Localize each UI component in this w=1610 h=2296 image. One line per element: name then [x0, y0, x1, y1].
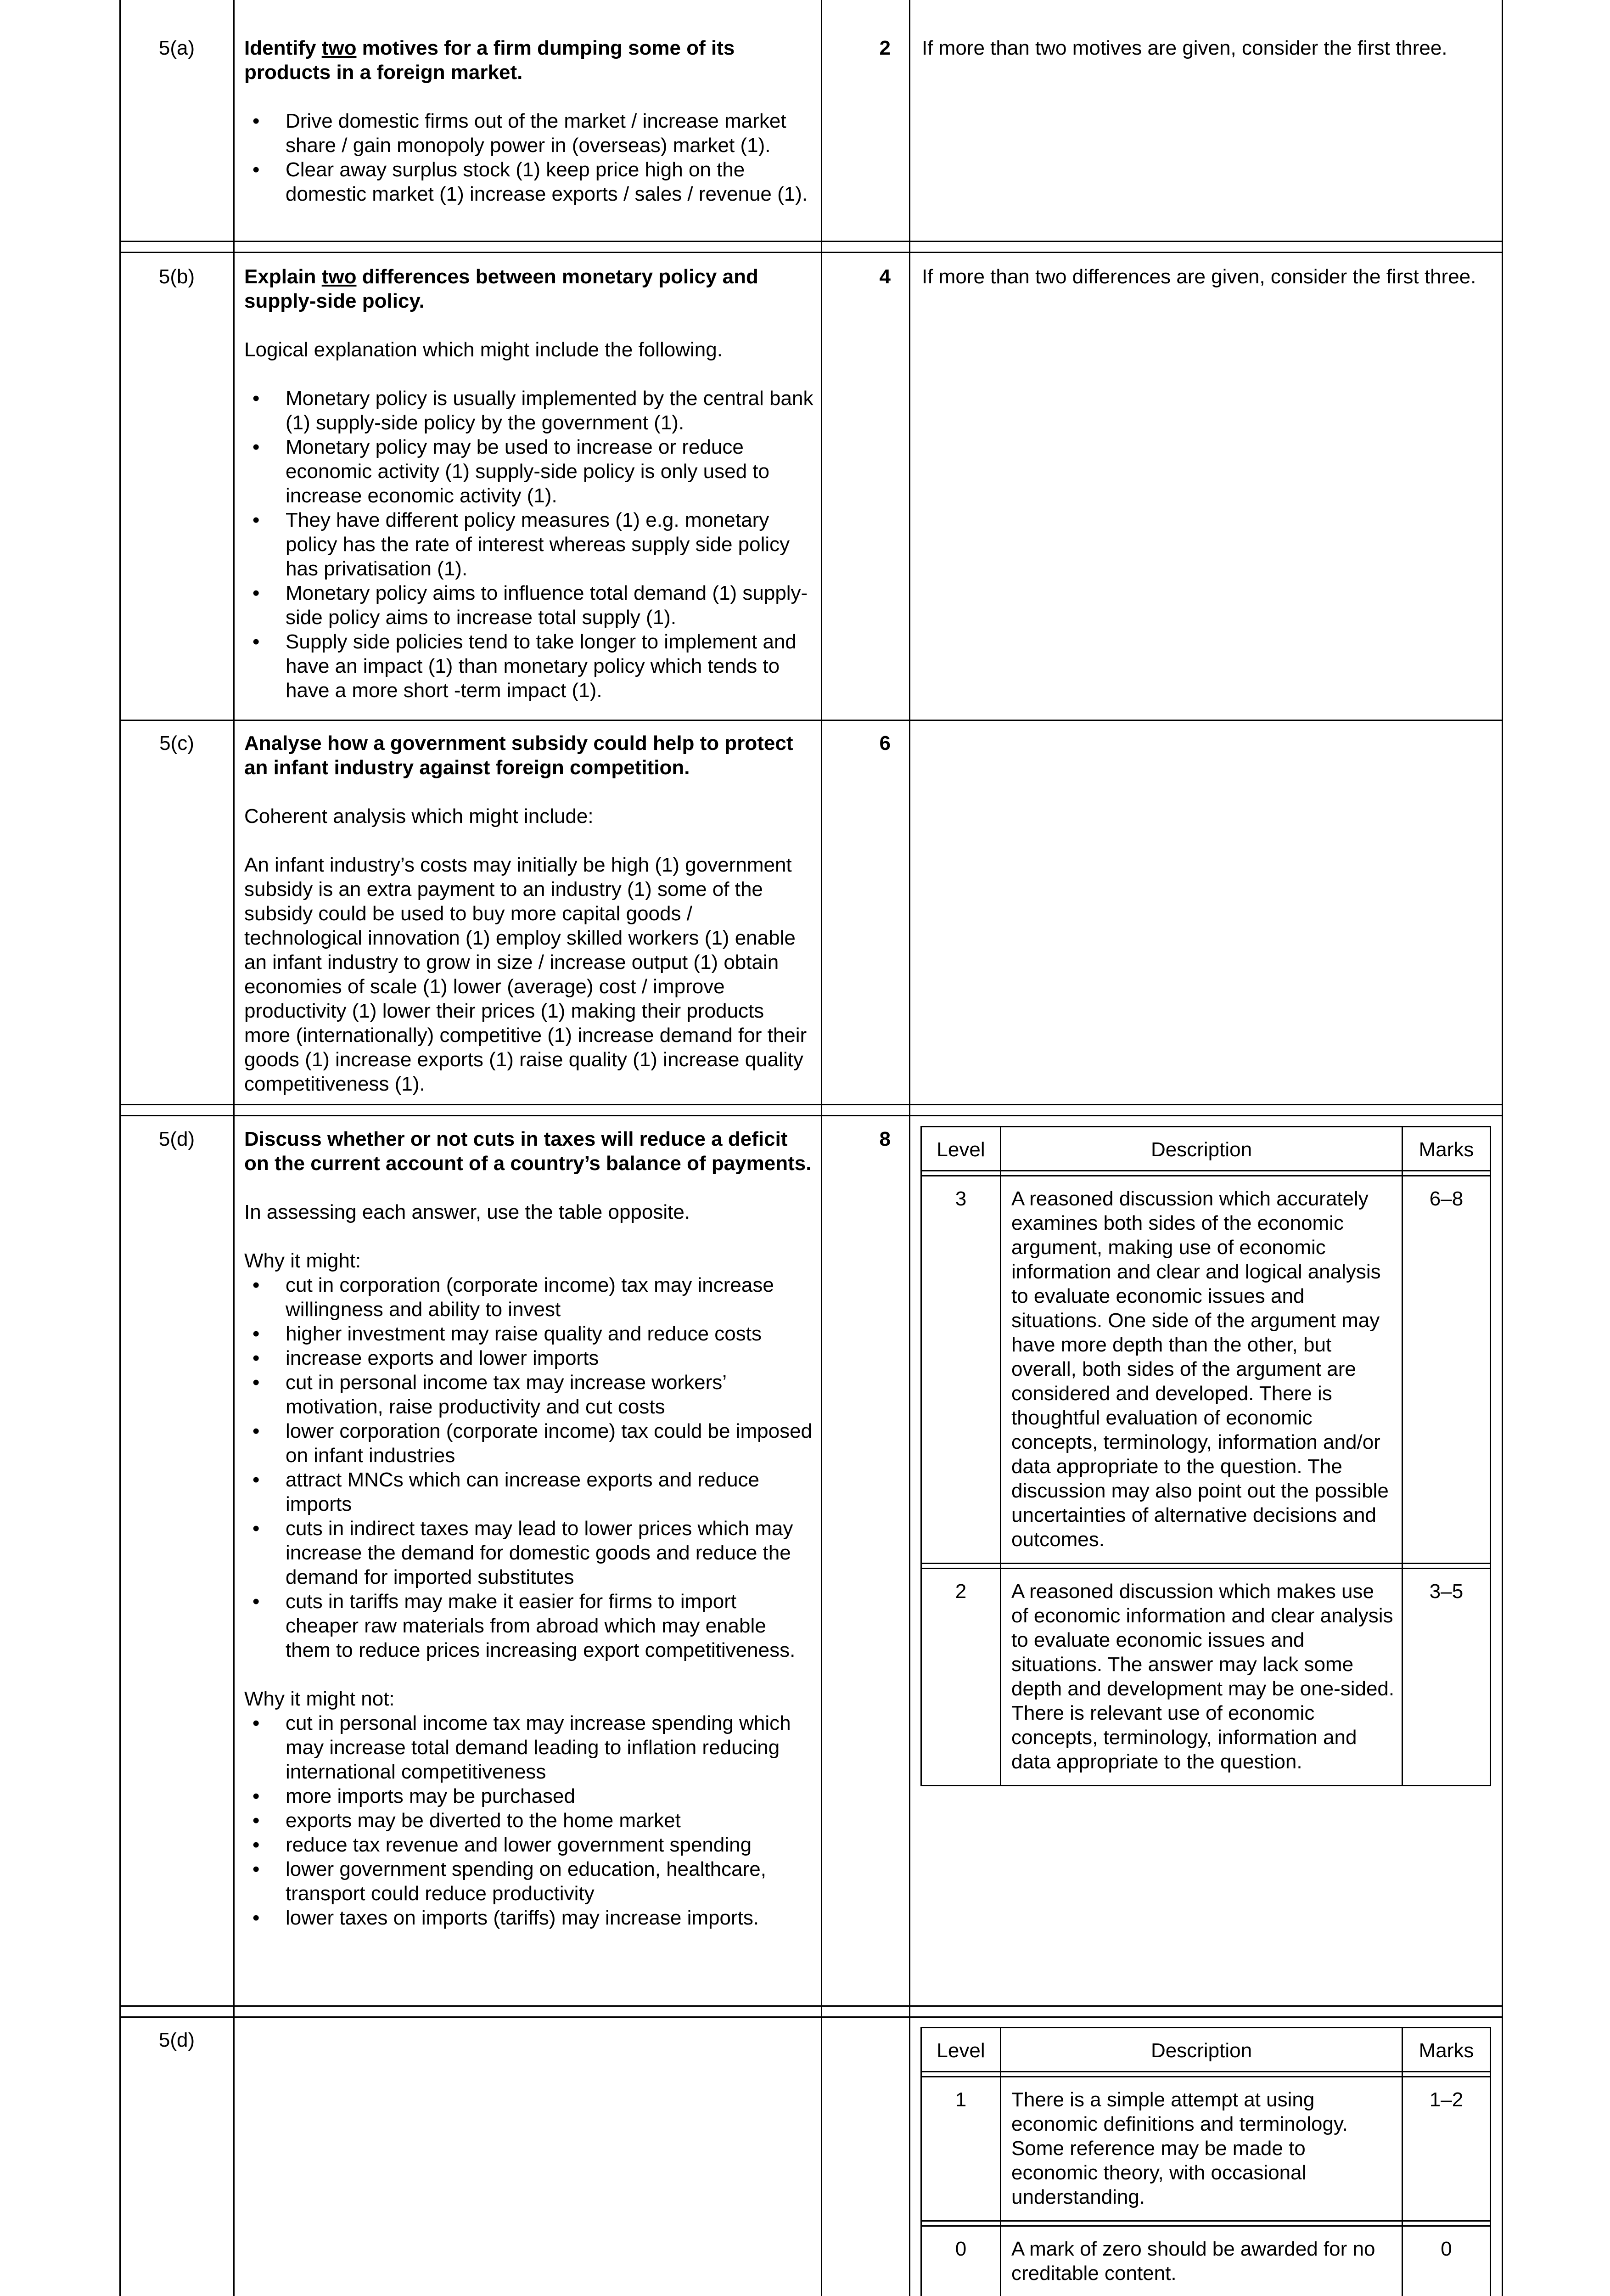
level-descriptor-table [920, 2027, 1491, 2296]
row-divider [119, 1104, 1503, 1105]
answer-body: An infant industry’s costs may initially be high (1) government subsidy is an extra payment to an industry (1) some of the subsidy could be used to buy more capital goods / technological innovation (1) employ skilled workers (1) enable an infant industry to grow in size / increase output (1) obtain economies of scale (1) lower (average) cost / improve productivity (1) lower their prices (1) making their products more (internationally) competitive (1) increase demand for their goods (1) increase exports (1) raise quality (1) increase quality competitiveness (1). [244, 854, 807, 1095]
list-item: • Drive domestic firms out of the market / increase market share / gain monopoly power in (overseas) market (1). [244, 109, 813, 158]
row-divider [119, 252, 1503, 253]
marks-header: Marks [1402, 2028, 1491, 2072]
table-row [921, 2226, 1491, 2296]
level-marks: 6–8 [1402, 1176, 1491, 1564]
table-header-row [921, 2028, 1491, 2072]
level-value: 3 [921, 1176, 1001, 1564]
why-it-might-not-heading: Why it might not: [244, 1688, 395, 1710]
question-number: 5(d) [158, 2029, 195, 2051]
list-item: • cuts in indirect taxes may lead to lower prices which may increase the demand for domestic goods and reduce the demand for imported substitutes [244, 1516, 813, 1589]
why-it-might-list [244, 1273, 813, 1662]
answer-bullet-list [244, 386, 813, 703]
row-divider [119, 1115, 1503, 1116]
description-header: Description [1001, 1127, 1402, 1171]
level-descriptor-table [920, 1126, 1491, 1786]
list-item: • more imports may be purchased [244, 1784, 813, 1808]
level-marks: 1–2 [1402, 2077, 1491, 2221]
guidance-text: If more than two differences are given, consider the first three. [922, 265, 1476, 288]
question-number: 5(d) [158, 1128, 195, 1150]
header-separator [921, 2072, 1491, 2077]
list-item: • increase exports and lower imports [244, 1346, 813, 1370]
list-item: • Supply side policies tend to take longer to implement and have an impact (1) than monetary policy which tends to have a more short -term impact (1). [244, 630, 813, 703]
table-header-row [921, 1127, 1491, 1171]
list-item: • higher investment may raise quality and reduce costs [244, 1322, 813, 1346]
level-description: A reasoned discussion which makes use of economic information and clear analysis to evaluate economic issues and situations. The answer may lack some depth and development may be one-sided. There is relevant use of economic concepts, terminology, information and data appropriate to the question. [1001, 1569, 1402, 1786]
list-item: • attract MNCs which can increase exports and reduce imports [244, 1468, 813, 1516]
question-number: 5(c) [159, 732, 194, 754]
description-header: Description [1001, 2028, 1402, 2072]
level-value: 1 [921, 2077, 1001, 2221]
why-it-might-heading: Why it might: [244, 1249, 361, 1272]
list-item: • lower government spending on education, healthcare, transport could reduce productivity [244, 1857, 813, 1906]
answer-cell-5a [244, 36, 813, 206]
answer-intro: Coherent analysis which might include: [244, 805, 594, 827]
marks-value: 8 [879, 1128, 891, 1150]
level-header: Level [921, 1127, 1001, 1171]
answer-bullet-list [244, 109, 813, 206]
table-row [921, 2077, 1491, 2221]
column-divider-marks [909, 0, 910, 2296]
list-item: • Monetary policy may be used to increase or reduce economic activity (1) supply-side policy is only used to increase economic activity (1). [244, 435, 813, 508]
row-separator [921, 1564, 1491, 1569]
list-item: • exports may be diverted to the home market [244, 1808, 813, 1833]
level-value: 2 [921, 1569, 1001, 1786]
list-item: • cut in personal income tax may increase workers’ motivation, raise productivity and cut costs [244, 1370, 813, 1419]
level-marks: 3–5 [1402, 1569, 1491, 1786]
marks-header: Marks [1402, 1127, 1491, 1171]
table-row [921, 1569, 1491, 1786]
question-number: 5(a) [158, 37, 195, 59]
marks-value: 6 [879, 732, 891, 754]
guidance-text: If more than two motives are given, consider the first three. [922, 37, 1447, 59]
row-separator [921, 2221, 1491, 2226]
question-text: Explain two differences between monetary policy and supply-side policy. [244, 265, 758, 312]
list-item: • lower corporation (corporate income) tax could be imposed on infant industries [244, 1419, 813, 1468]
answer-cell-5c [244, 731, 813, 1096]
level-marks: 0 [1402, 2226, 1491, 2296]
question-text: Analyse how a government subsidy could help to protect an infant industry against foreign competition. [244, 732, 793, 779]
list-item: • Clear away surplus stock (1) keep price high on the domestic market (1) increase exports / sales / revenue (1). [244, 158, 813, 206]
list-item: • cut in corporation (corporate income) tax may increase willingness and ability to invest [244, 1273, 813, 1322]
answer-cell-5b [244, 264, 813, 703]
list-item: • cut in personal income tax may increase spending which may increase total demand leading to inflation reducing international competitiveness [244, 1711, 813, 1784]
question-text: Identify two motives for a firm dumping some of its products in a foreign market. [244, 37, 735, 84]
level-header: Level [921, 2028, 1001, 2072]
question-number: 5(b) [158, 265, 195, 288]
answer-cell-5d [244, 1127, 813, 1930]
question-text: Discuss whether or not cuts in taxes will reduce a deficit on the current account of a country’s balance of payments. [244, 1128, 812, 1175]
list-item: • reduce tax revenue and lower government spending [244, 1833, 813, 1857]
marks-value: 4 [879, 265, 891, 288]
header-separator [921, 1171, 1491, 1176]
why-it-might-not-list [244, 1711, 813, 1930]
table-right-border [1502, 0, 1503, 2296]
list-item: • lower taxes on imports (tariffs) may increase imports. [244, 1906, 813, 1930]
row-divider [119, 2016, 1503, 2018]
list-item: • Monetary policy is usually implemented by the central bank (1) supply-side policy by the government (1). [244, 386, 813, 435]
list-item: • They have different policy measures (1) e.g. monetary policy has the rate of interest whereas supply side policy has privatisation (1). [244, 508, 813, 581]
table-row [921, 1176, 1491, 1564]
level-description: A mark of zero should be awarded for no creditable content. [1001, 2226, 1402, 2296]
row-divider [119, 720, 1503, 721]
level-value: 0 [921, 2226, 1001, 2296]
level-description: A reasoned discussion which accurately examines both sides of the economic argument, making use of economic information and clear and logical analysis to evaluate economic issues and situations. One side of the argument may have more depth than the other, but overall, both sides of the argument are considered and developed. There is thoughtful evaluation of economic concepts, terminology, information and/or data appropriate to the question. The discussion may also point out the possible uncertainties of alternative decisions and outcomes. [1001, 1176, 1402, 1564]
row-divider [119, 2005, 1503, 2007]
marks-value: 2 [879, 37, 891, 59]
level-description: There is a simple attempt at using economic definitions and terminology. Some reference may be made to economic theory, with occasional understanding. [1001, 2077, 1402, 2221]
answer-intro: Logical explanation which might include the following. [244, 338, 723, 361]
list-item: • cuts in tariffs may make it easier for firms to import cheaper raw materials from abroad which may enable them to reduce prices increasing export competitiveness. [244, 1589, 813, 1662]
answer-intro: In assessing each answer, use the table opposite. [244, 1201, 690, 1223]
row-divider [119, 241, 1503, 242]
list-item: • Monetary policy aims to influence total demand (1) supply-side policy aims to increase total supply (1). [244, 581, 813, 630]
